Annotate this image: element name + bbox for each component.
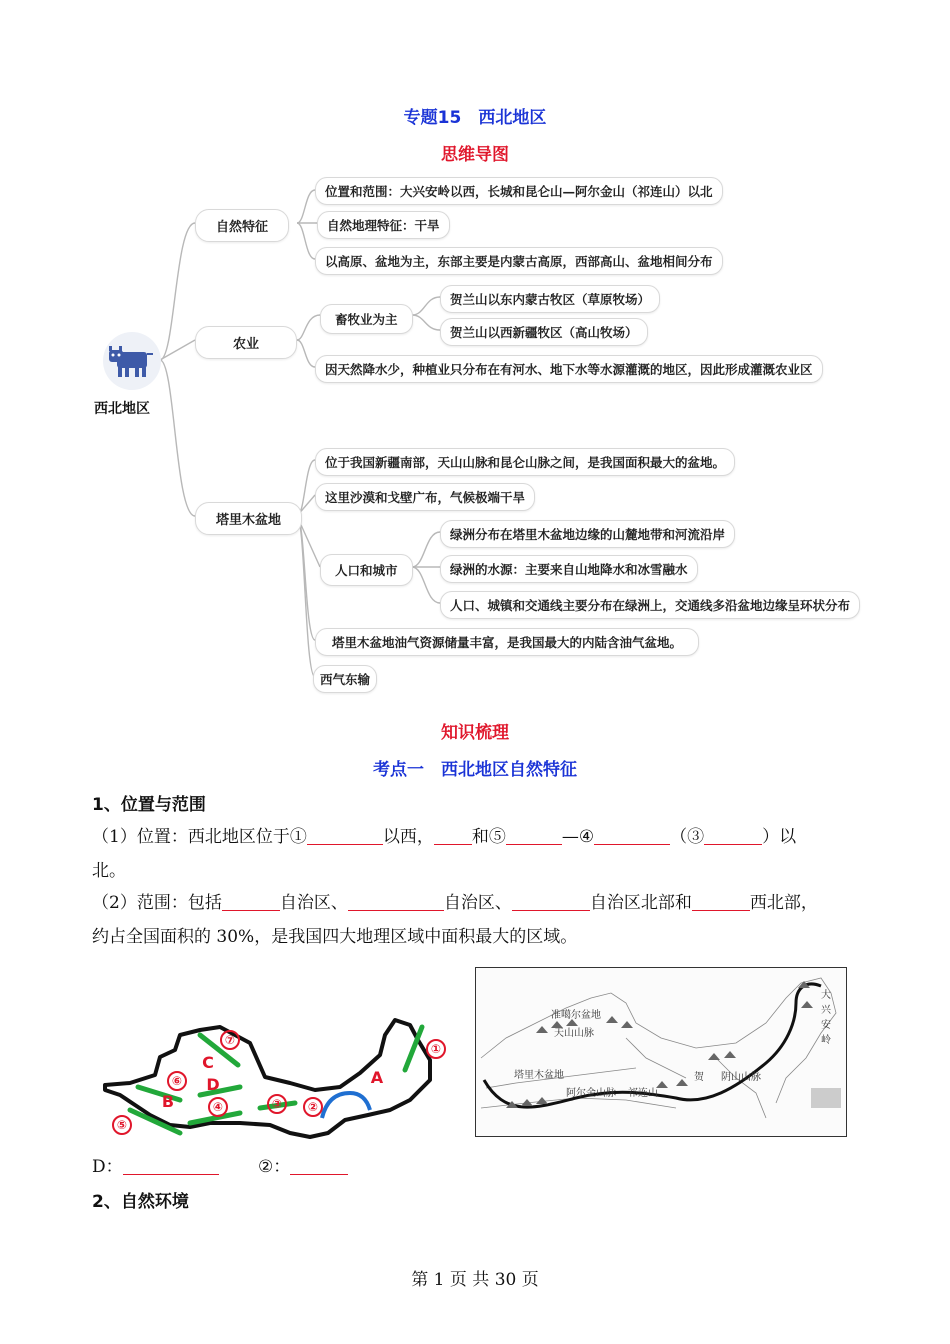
blank-3[interactable] bbox=[506, 825, 562, 845]
map-label: 大 bbox=[821, 990, 831, 1001]
topic-title: 专题15 西北地区 bbox=[403, 108, 547, 128]
agri-sub-item: 贺兰山以西新疆牧区（高山牧场） bbox=[440, 318, 648, 346]
blank-8[interactable] bbox=[512, 891, 590, 911]
branch-nature: 自然特征 bbox=[195, 209, 289, 242]
map-label: 天山山脉 bbox=[554, 1028, 594, 1039]
paragraph-range: （2）范围：包括 自治区、 自治区、 自治区北部和 西北部， 约占全国面积的 30%，是我国四大地理区域中面积最大的区域。 bbox=[92, 893, 818, 947]
agri-sub-label: 畜牧业为主 bbox=[320, 304, 413, 334]
nature-item: 以高原、盆地为主，东部主要是内蒙古高原，西部高山、盆地相间分布 bbox=[315, 247, 723, 275]
mind-map bbox=[0, 160, 950, 700]
agri-note: 因天然降水少，种植业只分布在有河水、地下水等水源灌溉的地区，因此形成灌溉农业区 bbox=[315, 355, 823, 383]
sketch-area-label: C bbox=[202, 1053, 214, 1072]
mind-map-root: 西北地区 bbox=[94, 401, 150, 417]
sketch-marker: ⑦ bbox=[224, 1033, 236, 1047]
sketch-marker: ④ bbox=[212, 1100, 224, 1114]
sketch-marker: ⑤ bbox=[116, 1118, 128, 1132]
tarim-item: 这里沙漠和戈壁广布，气候极端干旱 bbox=[315, 483, 535, 511]
sketch-area-label: A bbox=[370, 1068, 384, 1087]
population-item: 绿洲分布在塔里木盆地边缘的山麓地带和河流沿岸 bbox=[440, 520, 735, 548]
mindmap-title: 思维导图 bbox=[441, 145, 509, 165]
blank-2-answer[interactable] bbox=[290, 1155, 348, 1175]
map-label: 阿尔金山脉 bbox=[566, 1088, 616, 1099]
map-label: 安 bbox=[821, 1020, 831, 1031]
blank-6[interactable] bbox=[222, 891, 280, 911]
map-label: 阴山山脉 bbox=[721, 1072, 761, 1083]
blank-5[interactable] bbox=[704, 825, 762, 845]
blank-d[interactable] bbox=[123, 1155, 219, 1175]
tarim-oil: 塔里木盆地油气资源储量丰富，是我国最大的内陆含油气盆地。 bbox=[315, 628, 699, 656]
answer-2: ②： bbox=[258, 1152, 348, 1177]
nature-item: 自然地理特征：干旱 bbox=[317, 211, 450, 239]
map-label: 祁连山 bbox=[628, 1088, 658, 1099]
paragraph-location: （1）位置：西北地区位于① 以西， 和⑤ —④ （③ ）以 北。 bbox=[92, 827, 797, 881]
map-label: 塔里木盆地 bbox=[514, 1070, 564, 1081]
blank-2[interactable] bbox=[434, 825, 472, 845]
agri-sub-item: 贺兰山以东内蒙古牧区（草原牧场） bbox=[440, 285, 660, 313]
mind-map-connectors bbox=[0, 160, 950, 700]
branch-agriculture: 农业 bbox=[195, 326, 297, 359]
nature-item: 位置和范围：大兴安岭以西，长城和昆仑山—阿尔金山（祁连山）以北 bbox=[315, 177, 723, 205]
tarim-population: 人口和城市 bbox=[320, 554, 413, 586]
tarim-gas: 西气东输 bbox=[313, 665, 377, 693]
map-label: 岭 bbox=[821, 1035, 831, 1046]
reference-map bbox=[475, 967, 847, 1137]
sketch-marker: ② bbox=[307, 1100, 319, 1114]
sketch-marker: ⑥ bbox=[171, 1074, 183, 1088]
page-footer: 第 1 页 共 30 页 bbox=[411, 1270, 539, 1290]
sketch-map bbox=[100, 1015, 450, 1150]
tarim-item: 位于我国新疆南部，天山山脉和昆仑山脉之间，是我国面积最大的盆地。 bbox=[315, 448, 735, 476]
sketch-area-label: D bbox=[206, 1075, 220, 1094]
sketch-marker: ③ bbox=[271, 1097, 283, 1111]
sketch-area-label: B bbox=[161, 1092, 175, 1111]
sketch-marker: ① bbox=[430, 1042, 442, 1056]
map-label: 准噶尔盆地 bbox=[551, 1010, 601, 1021]
point-title: 考点一 西北地区自然特征 bbox=[373, 760, 577, 780]
map-label: 贺 bbox=[694, 1072, 704, 1083]
subheading-environment: 2、自然环境 bbox=[92, 1192, 189, 1212]
blank-1[interactable] bbox=[307, 825, 383, 845]
population-item: 人口、城镇和交通线主要分布在绿洲上，交通线多沿盆地边缘呈环状分布 bbox=[440, 591, 860, 619]
branch-tarim: 塔里木盆地 bbox=[195, 502, 302, 535]
answer-d: D： bbox=[92, 1152, 219, 1177]
population-item: 绿洲的水源：主要来自山地降水和冰雪融水 bbox=[440, 555, 698, 583]
blank-7[interactable] bbox=[348, 891, 444, 911]
map-label: 兴 bbox=[821, 1005, 831, 1016]
blank-4[interactable] bbox=[594, 825, 670, 845]
cow-icon bbox=[103, 332, 161, 390]
section-title: 知识梳理 bbox=[441, 723, 509, 743]
blank-9[interactable] bbox=[692, 891, 750, 911]
subheading-location: 1、位置与范围 bbox=[92, 795, 206, 815]
